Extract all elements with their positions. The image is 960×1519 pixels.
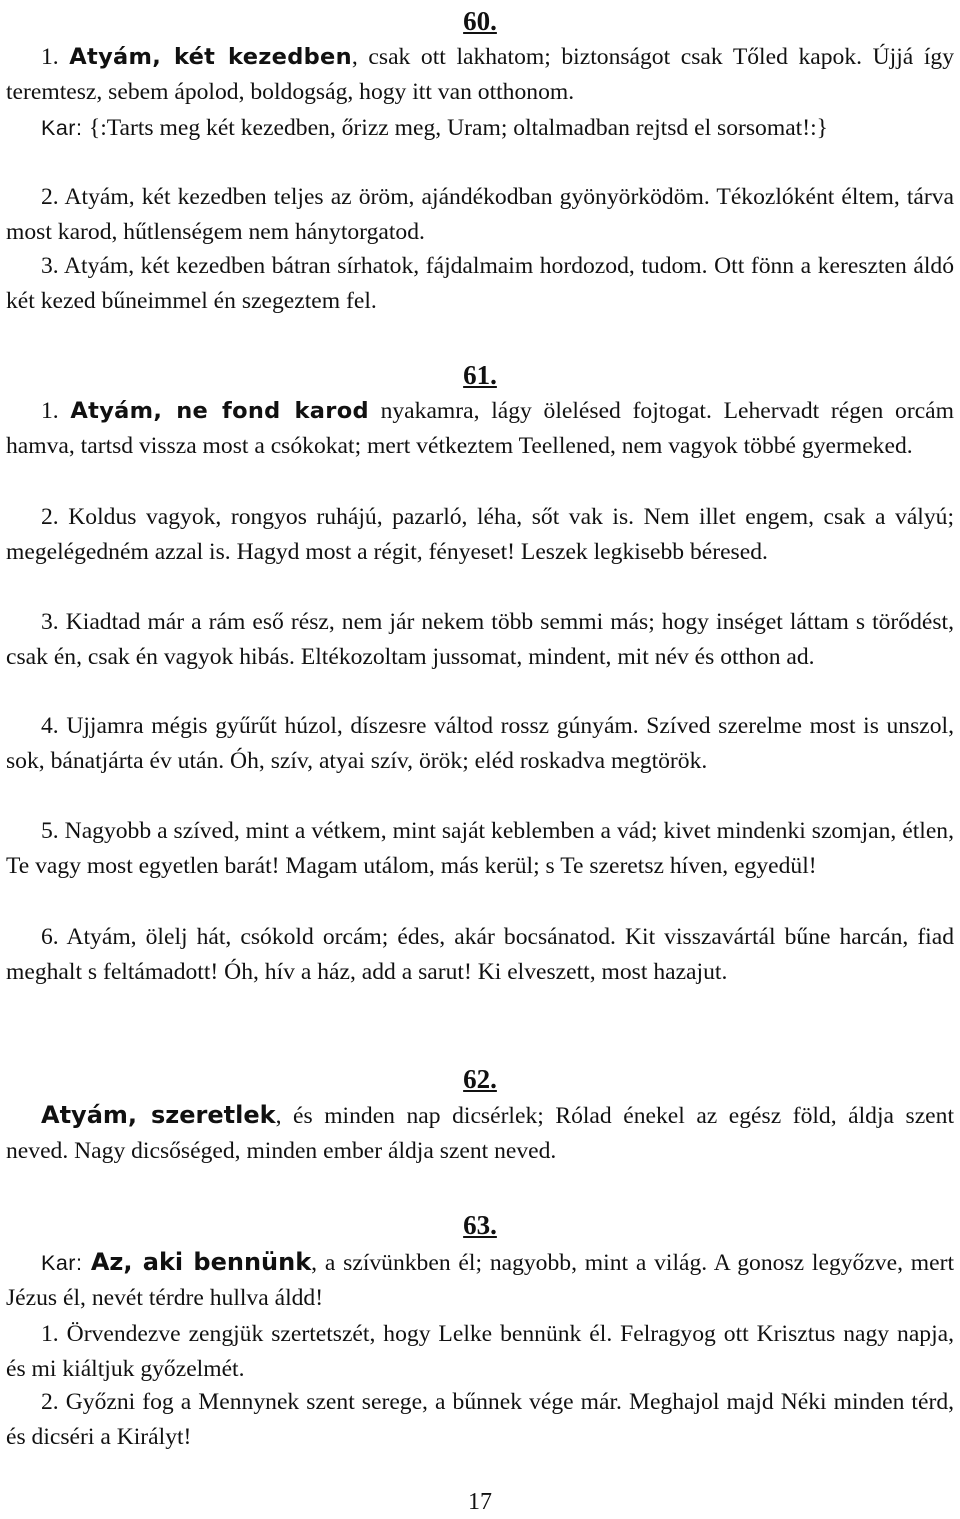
verse-title: Atyám, két kezedben [69,44,352,70]
verse-paragraph: 3. Atyám, két kezedben bátran sírhatok, fájdalmaim hordozod, tudom. Ott fönn a kereszten áldó két kezed bűneimmel én szegeztem fel. [6,253,954,314]
verse-paragraph: Atyám, szeretlek, és minden nap dicsérlek; Rólad énekel az egész föld, áldja szent neved. Nagy dicsőséged, minden ember áldja szent neved. [6,1101,955,1164]
verse-paragraph: 3. Kiadtad már a rám eső rész, nem jár nekem több semmi más; hogy inséget láttam s törődést, csak én, csak én vagyok hibás. Eltékozoltam jussomat, mindent, mit név és otthon ad. [6,609,954,670]
verse-paragraph: 2. Koldus vagyok, rongyos ruhájú, pazarló, léha, sőt vak is. Nem illet engem, csak a vályú; megelégedném azzal is. Hagyd most a régit, fényeset! Leszek legkisebb béresed. [6,504,955,565]
verse-paragraph: 1. Atyám, ne fond karod nyakamra, lágy ölelésed fojtogat. Lehervadt régen orcám hamva, tartsd vissza most a csókokat; mert vétkeztem Teellened, nem vagyok többé gyermeked. [6,398,955,459]
verse-paragraph: 5. Nagyobb a szíved, mint a vétkem, mint saját keblemben a vád; kivet mindenki szomjan, étlen, Te vagy most egyetlen barát! Magam utálom, más kerül; s Te szeretsz híven, egyedül! [6,818,954,879]
verse-paragraph: 4. Ujjamra mégis gyűrűt húzol, díszesre váltod rossz gúnyám. Szíved szerelme most is unszol, sok, bánatjárta év után. Óh, szív, atyai szív, örök; eléd roskadva megtörök. [6,713,954,774]
song-number: 61. [463,360,497,390]
chorus-paragraph: Kar: {:Tarts meg két kezedben, őrizz meg, Uram; oltalmadban rejtsd el sorsomat!:} [41,115,828,141]
verse-title: Az, aki bennünk [90,1248,312,1276]
chorus-paragraph: Kar: Az, aki bennünk, a szívünkben él; nagyobb, mint a világ. A gonosz legyőzve, mert Jézus él, nevét térdre hullva áldd! [6,1248,955,1311]
chorus-label: Kar: [41,116,89,140]
verse-paragraph: 2. Győzni fog a Mennynek szent serege, a bűnnek vége már. Meghajol majd Néki minden térd, és dicséri a Királyt! [6,1389,955,1450]
verse-title: Atyám, szeretlek [41,1101,276,1129]
verse-paragraph: 1. Atyám, két kezedben, csak ott lakhatom; biztonságot csak Tőled kapok. Újjá így teremtesz, sebem ápolod, boldogság, hogy itt van otthonom. [6,44,955,105]
verse-title: Atyám, ne fond karod [70,398,369,424]
verse-paragraph: 1. Örvendezve zengjük szertetszét, hogy Lelke bennünk él. Felragyog ott Krisztus nagy napja, és mi kiáltjuk győzelmét. [6,1321,955,1382]
song-number: 60. [463,6,497,36]
verse-paragraph: 6. Atyám, ölelj hát, csókold orcám; édes, akár bocsánatod. Kit visszavártál bűne harcán, fiad meghalt s feltámadott! Óh, hív a ház, add a sarut! Ki elveszett, most hazajut. [6,924,955,985]
verse-paragraph: 2. Atyám, két kezedben teljes az öröm, ajándékodban gyönyörködöm. Tékozlóként éltem, tárva most karod, hűtlenségem nem hánytorgatod. [6,184,954,245]
chorus-label: Kar: [41,1251,91,1275]
song-number: 63. [463,1210,497,1240]
page-number: 17 [468,1489,492,1515]
song-number: 62. [463,1064,497,1094]
